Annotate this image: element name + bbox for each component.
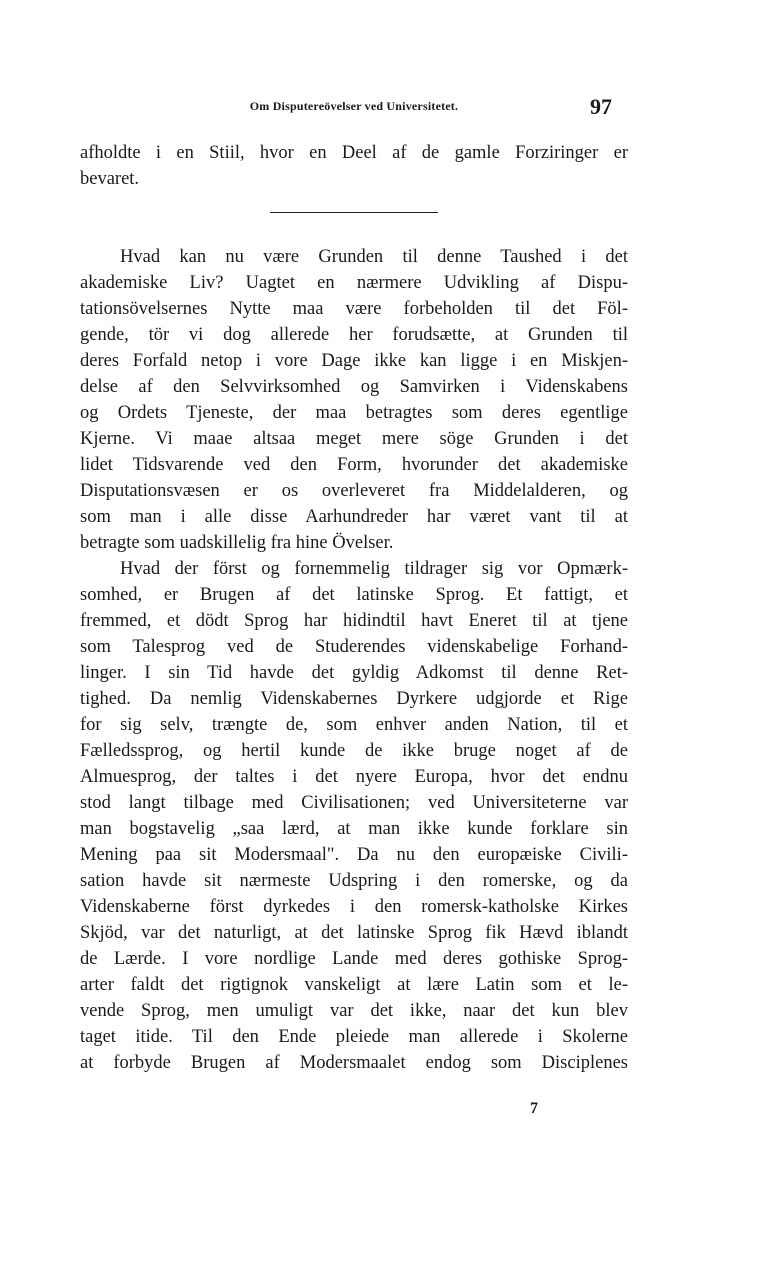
- text-line: Hvad kan nu være Grunden til denne Taushed i det: [120, 247, 628, 267]
- text-line: som man i alle disse Aarhundreder har været vant til at: [80, 507, 628, 527]
- text-line: Disputationsvæsen er os overleveret fra Middelalderen, og: [80, 481, 628, 501]
- text-line: og Ordets Tjeneste, der maa betragtes som deres egentlige: [80, 403, 628, 423]
- text-line: Almuesprog, der taltes i det nyere Europa, hvor det endnu: [80, 767, 628, 787]
- text-line: tighed. Da nemlig Videnskabernes Dyrkere udgjorde et Rige: [80, 689, 628, 709]
- text-line: Mening paa sit Modersmaal". Da nu den europæiske Civili-: [80, 845, 628, 865]
- text-line: som Talesprog ved de Studerendes videnskabelige Forhand-: [80, 637, 628, 657]
- signature-mark: 7: [530, 1100, 538, 1117]
- text-line: vende Sprog, men umuligt var det ikke, naar det kun blev: [80, 1001, 628, 1021]
- text-line: taget itide. Til den Ende pleiede man allerede i Skolerne: [80, 1027, 628, 1047]
- text-line: fremmed, et dödt Sprog har hidindtil havt Eneret til at tjene: [80, 611, 628, 631]
- running-title: Om Disputereövelser ved Universitetet.: [249, 99, 459, 113]
- text-line: arter faldt det rigtignok vanskeligt at lære Latin som et le-: [80, 975, 628, 995]
- text-line: man bogstavelig „saa lærd, at man ikke kunde forklare sin: [80, 819, 628, 839]
- text-line: for sig selv, trængte de, som enhver anden Nation, til et: [80, 715, 628, 735]
- text-line: betragte som uadskillelig fra hine Övelser.: [80, 533, 394, 553]
- text-line: Skjöd, var det naturligt, at det latinske Sprog fik Hævd iblandt: [80, 923, 628, 943]
- text-line: afholdte i en Stiil, hvor en Deel af de gamle Forziringer er: [80, 143, 628, 163]
- text-line: de Lærde. I vore nordlige Lande med deres gothiske Sprog-: [80, 949, 628, 969]
- text-line: at forbyde Brugen af Modersmaalet endog som Disciplenes: [80, 1053, 628, 1073]
- text-line: Kjerne. Vi maae altsaa meget mere söge Grunden i det: [80, 429, 628, 449]
- text-line: gende, tör vi dog allerede her forudsætte, at Grunden til: [80, 325, 628, 345]
- text-line: bevaret.: [80, 169, 140, 189]
- text-line: linger. I sin Tid havde det gyldig Adkomst til denne Ret-: [80, 663, 628, 683]
- text-line: delse af den Selvvirksomhed og Samvirken i Videnskabens: [80, 377, 628, 397]
- text-line: deres Forfald netop i vore Dage ikke kan ligge i en Miskjen-: [80, 351, 628, 371]
- text-line: sation havde sit nærmeste Udspring i den romerske, og da: [80, 871, 628, 891]
- text-line: Hvad der först og fornemmelig tildrager sig vor Opmærk-: [120, 559, 628, 579]
- section-divider: [270, 212, 438, 213]
- text-line: somhed, er Brugen af det latinske Sprog. Et fattigt, et: [80, 585, 628, 605]
- page-number: 97: [590, 94, 612, 119]
- text-line: akademiske Liv? Uagtet en nærmere Udvikling af Dispu-: [80, 273, 628, 293]
- text-line: tationsövelsernes Nytte maa være forbeholden til det Föl-: [80, 299, 628, 319]
- text-line: Fælledssprog, og hertil kunde de ikke bruge noget af de: [80, 741, 628, 761]
- text-line: stod langt tilbage med Civilisationen; ved Universiteterne var: [80, 793, 628, 813]
- text-line: lidet Tidsvarende ved den Form, hvorunder det akademiske: [80, 455, 628, 475]
- running-head: [80, 96, 628, 120]
- text-line: Videnskaberne först dyrkedes i den romersk-katholske Kirkes: [80, 897, 628, 917]
